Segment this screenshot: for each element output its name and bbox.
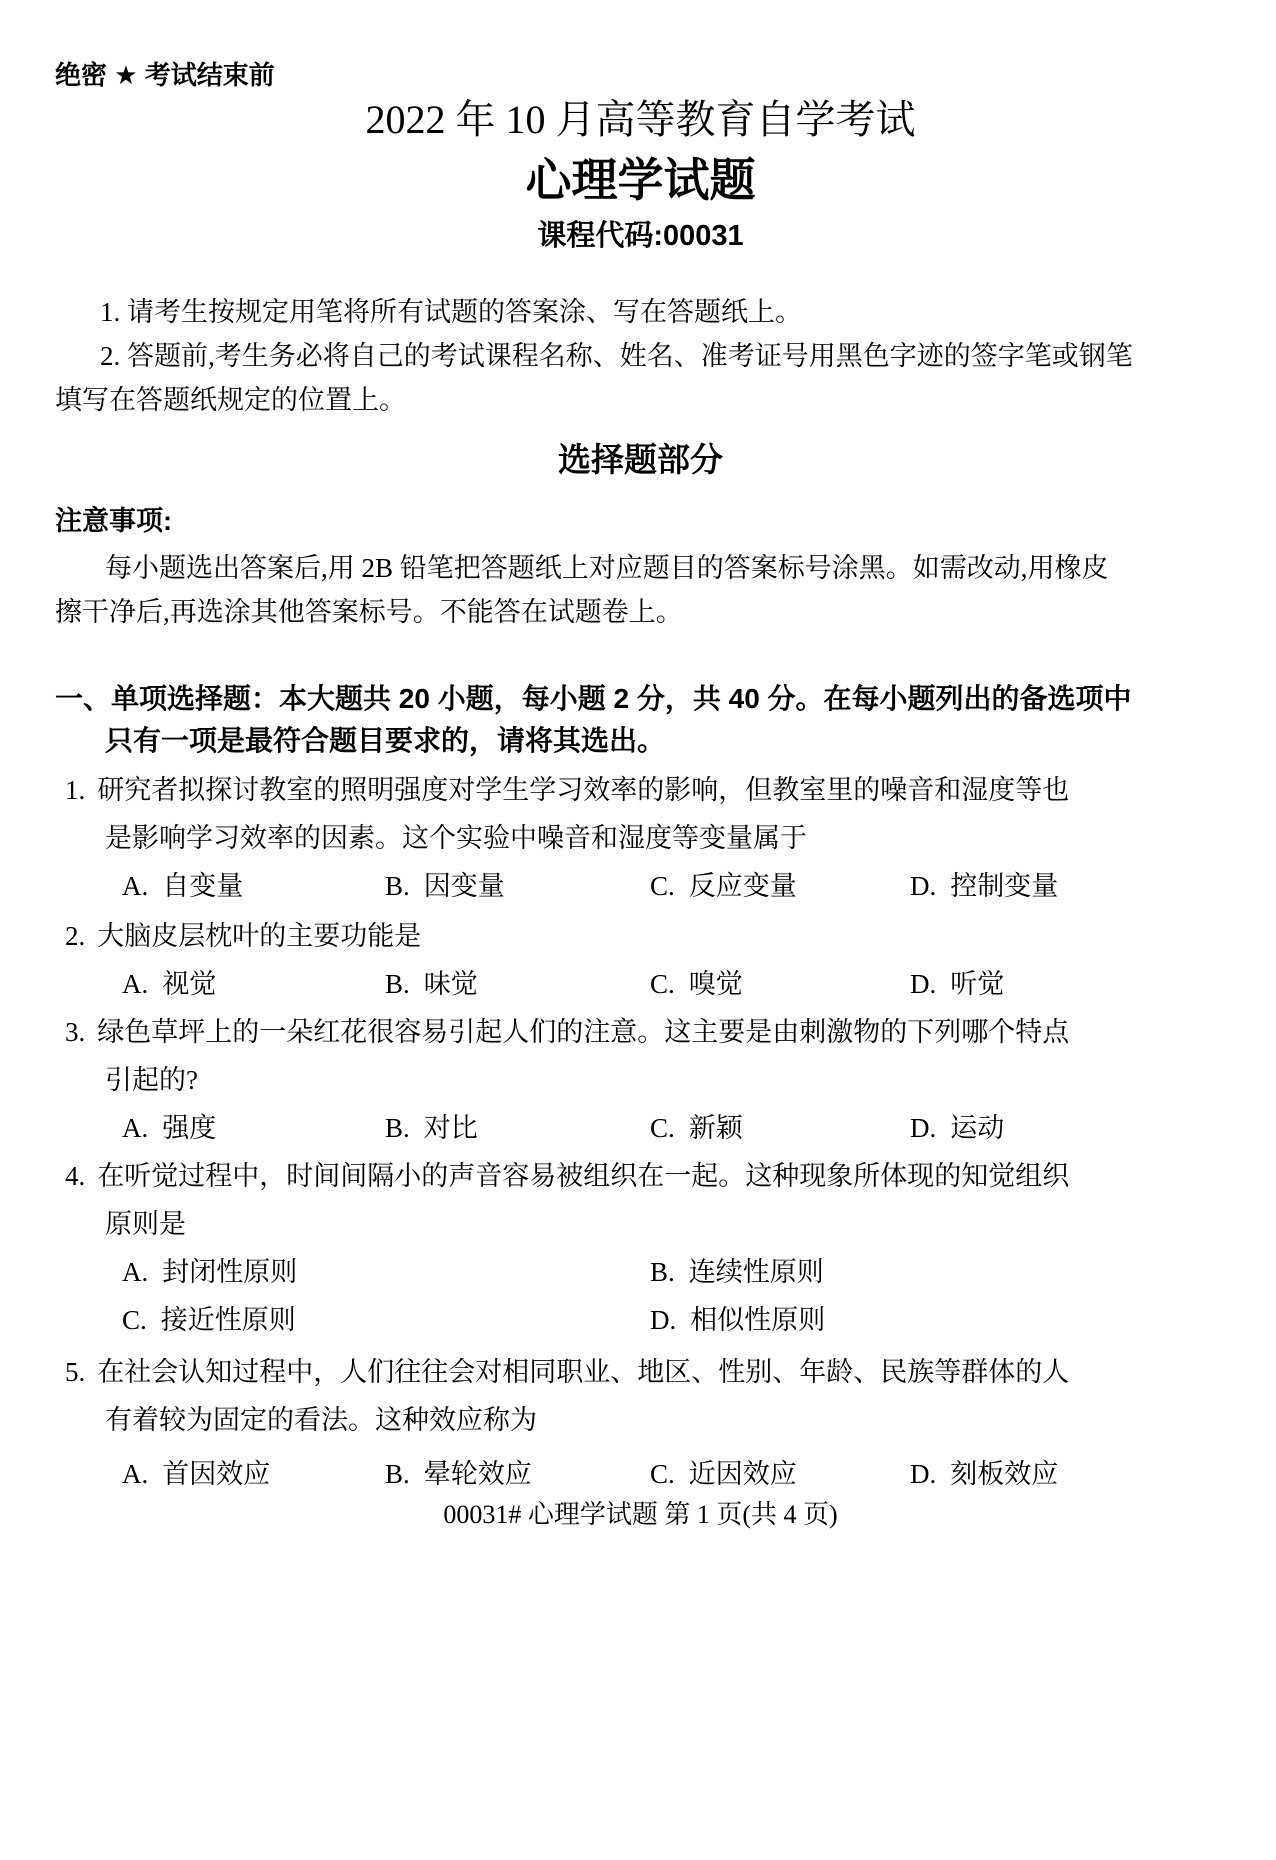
- question-5-option-b: B. 晕轮效应: [385, 1459, 532, 1489]
- question-1-option-a: A. 自变量: [122, 871, 244, 901]
- question-4: [55, 1152, 1226, 1344]
- question-1-text-line1: [55, 766, 1226, 814]
- question-3-text-line2: 引起的?: [105, 1065, 198, 1095]
- question-4-option-a: A. 封闭性原则: [122, 1257, 298, 1287]
- section-title: 选择题部分: [558, 441, 723, 478]
- question-3-options-row: [55, 1104, 1226, 1152]
- question-1-option-c: C. 反应变量: [650, 871, 797, 901]
- page-footer: 00031# 心理学试题 第 1 页(共 4 页): [443, 1500, 838, 1529]
- question-5-text-line1: [55, 1348, 1226, 1396]
- question-5-option-c: C. 近因效应: [650, 1459, 797, 1489]
- question-1-option-b: B. 因变量: [385, 871, 505, 901]
- security-classification: 绝密 ★ 考试结束前: [55, 60, 275, 90]
- question-4-option-d: D. 相似性原则: [650, 1305, 826, 1335]
- question-1: [55, 766, 1226, 910]
- question-5-number: 5.: [65, 1357, 86, 1387]
- question-3-option-d: D. 运动: [910, 1113, 1005, 1143]
- notice-heading: 注意事项:: [55, 506, 172, 536]
- part1-heading-line1: 一、单项选择题：本大题共 20 小题，每小题 2 分，共 40 分。在每小题列出的备选项中: [55, 683, 1132, 714]
- subject-title: 心理学试题: [525, 154, 756, 206]
- instruction-2-line1: 2. 答题前,考生务必将自己的考试课程名称、姓名、准考证号用黑色字迹的签字笔或钢笔: [100, 341, 1133, 371]
- question-5: [55, 1348, 1226, 1498]
- question-1-options-row: [55, 862, 1226, 910]
- question-2-text: 大脑皮层枕叶的主要功能是: [97, 921, 422, 951]
- question-5-options-row: [55, 1450, 1226, 1498]
- question-3-text: 绿色草坪上的一朵红花很容易引起人们的注意。这主要是由刺激物的下列哪个特点: [97, 1017, 1070, 1047]
- question-1-option-d: D. 控制变量: [910, 871, 1059, 901]
- question-4-text: 在听觉过程中，时间间隔小的声音容易被组织在一起。这种现象所体现的知觉组织: [97, 1161, 1070, 1191]
- instruction-2-line2: 填写在答题纸规定的位置上。: [55, 385, 406, 415]
- question-2: [55, 912, 1226, 1008]
- instruction-1: 1. 请考生按规定用笔将所有试题的答案涂、写在答题纸上。: [100, 297, 802, 327]
- question-2-option-c: C. 嗅觉: [650, 969, 743, 999]
- question-1-text: 研究者拟探讨教室的照明强度对学生学习效率的影响，但教室里的噪音和湿度等也: [97, 775, 1070, 805]
- question-2-number: 2.: [65, 921, 86, 951]
- question-2-option-d: D. 听觉: [910, 969, 1005, 999]
- question-4-options-row-1: [55, 1248, 1226, 1296]
- question-2-option-b: B. 味觉: [385, 969, 478, 999]
- question-3-number: 3.: [65, 1017, 86, 1047]
- question-3: [55, 1008, 1226, 1152]
- question-4-text-line1: [55, 1152, 1226, 1200]
- question-3-option-c: C. 新颖: [650, 1113, 743, 1143]
- exam-title: 2022 年 10 月高等教育自学考试: [365, 97, 916, 142]
- question-3-option-b: B. 对比: [385, 1113, 478, 1143]
- question-4-option-b: B. 连续性原则: [650, 1257, 824, 1287]
- question-4-number: 4.: [65, 1161, 86, 1191]
- part1-heading-line2: 只有一项是最符合题目要求的，请将其选出。: [105, 725, 666, 756]
- question-3-text-line1: [55, 1008, 1226, 1056]
- question-5-option-d: D. 刻板效应: [910, 1459, 1059, 1489]
- question-1-text-line2: 是影响学习效率的因素。这个实验中噪音和湿度等变量属于: [105, 823, 807, 853]
- question-2-text-line1: [55, 912, 1226, 960]
- question-4-text-line2: 原则是: [105, 1209, 186, 1239]
- question-1-number: 1.: [65, 775, 86, 805]
- question-3-option-a: A. 强度: [122, 1113, 217, 1143]
- question-2-options-row: [55, 960, 1226, 1008]
- notice-line-1: 每小题选出答案后,用 2B 铅笔把答题纸上对应题目的答案标号涂黑。如需改动,用橡皮: [105, 553, 1109, 583]
- question-2-option-a: A. 视觉: [122, 969, 217, 999]
- question-4-options-row-2: [55, 1296, 1226, 1344]
- question-5-text: 在社会认知过程中，人们往往会对相同职业、地区、性别、年龄、民族等群体的人: [97, 1357, 1070, 1387]
- notice-line-2: 擦干净后,再选涂其他答案标号。不能答在试题卷上。: [55, 597, 683, 627]
- course-code: 课程代码:00031: [537, 220, 744, 252]
- question-5-text-line2: 有着较为固定的看法。这种效应称为: [105, 1405, 537, 1435]
- question-5-option-a: A. 首因效应: [122, 1459, 271, 1489]
- question-4-option-c: C. 接近性原则: [122, 1305, 296, 1335]
